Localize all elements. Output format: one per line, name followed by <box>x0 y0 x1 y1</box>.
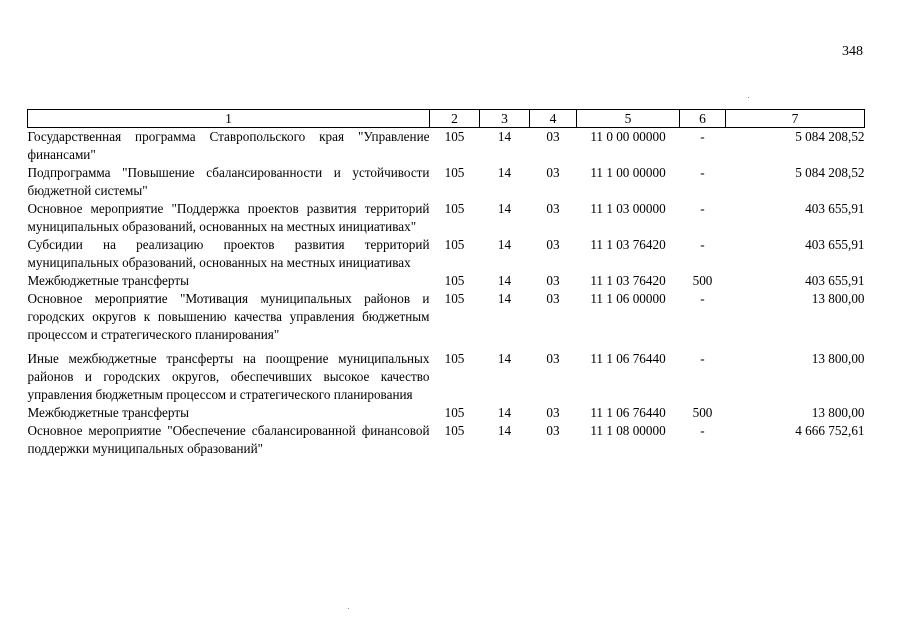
cell-target: 11 1 00 00000 <box>590 165 666 180</box>
column-header: 3 <box>480 110 530 128</box>
cell-target: 11 1 03 76420 <box>590 237 666 252</box>
row-name: Межбюджетные трансферты <box>27 273 189 288</box>
cell-code: 105 <box>444 423 465 438</box>
budget-table <box>27 109 865 458</box>
cell-target: 11 1 08 00000 <box>590 423 666 438</box>
page-number: 348 <box>842 44 863 59</box>
cell-amount: 5 084 208,52 <box>795 165 865 180</box>
table-row <box>28 236 865 272</box>
row-name: Подпрограмма "Повышение сбалансированности и устойчивости бюджетной системы" <box>27 165 430 198</box>
row-name: Иные межбюджетные трансферты на поощрение муниципальных районов и городских округов, обеспечивших высокое качество управления бюджетным процессом и стратегического планирования <box>27 351 430 402</box>
cell-amount: 403 655,91 <box>805 273 865 288</box>
cell-type: - <box>700 351 705 366</box>
cell-type: - <box>700 291 705 306</box>
cell-subsection: 03 <box>546 129 560 144</box>
cell-subsection: 03 <box>546 423 560 438</box>
cell-subsection: 03 <box>546 291 560 306</box>
cell-target: 11 1 06 76440 <box>590 405 666 420</box>
cell-code: 105 <box>444 291 465 306</box>
cell-code: 105 <box>444 405 465 420</box>
row-name: Основное мероприятие "Обеспечение сбалансированной финансовой поддержки муниципальных образований" <box>27 423 430 456</box>
cell-amount: 13 800,00 <box>811 291 865 306</box>
cell-type: 500 <box>692 273 713 288</box>
column-header: 4 <box>530 110 577 128</box>
table-row <box>28 164 865 200</box>
column-header: 7 <box>726 110 865 128</box>
cell-section: 14 <box>497 405 512 420</box>
cell-code: 105 <box>444 273 465 288</box>
cell-target: 11 1 03 76420 <box>590 273 666 288</box>
row-name: Основное мероприятие "Поддержка проектов развития территорий муниципальных образований, основанных на местных инициативах" <box>27 201 430 234</box>
scan-speck <box>748 97 749 98</box>
cell-section: 14 <box>497 129 512 144</box>
cell-section: 14 <box>497 351 512 366</box>
cell-amount: 5 084 208,52 <box>795 129 865 144</box>
column-header: 5 <box>577 110 680 128</box>
cell-code: 105 <box>444 201 465 216</box>
scan-speck <box>348 608 349 609</box>
cell-code: 105 <box>444 237 465 252</box>
cell-subsection: 03 <box>546 237 560 252</box>
cell-subsection: 03 <box>546 273 560 288</box>
cell-section: 14 <box>497 273 512 288</box>
cell-section: 14 <box>497 423 512 438</box>
cell-section: 14 <box>497 201 512 216</box>
column-header: 1 <box>28 110 430 128</box>
cell-target: 11 1 03 00000 <box>590 201 666 216</box>
cell-amount: 13 800,00 <box>811 351 865 366</box>
cell-type: - <box>700 165 705 180</box>
cell-section: 14 <box>497 165 512 180</box>
cell-code: 105 <box>444 129 465 144</box>
cell-amount: 403 655,91 <box>805 201 865 216</box>
cell-type: - <box>700 237 705 252</box>
cell-type: - <box>700 201 705 216</box>
cell-code: 105 <box>444 351 465 366</box>
column-header: 2 <box>430 110 480 128</box>
cell-type: - <box>700 423 705 438</box>
row-name: Государственная программа Ставропольского края "Управление финансами" <box>27 129 430 162</box>
table-row <box>28 290 865 344</box>
table-row <box>28 272 865 290</box>
cell-subsection: 03 <box>546 351 560 366</box>
cell-subsection: 03 <box>546 201 560 216</box>
cell-target: 11 0 00 00000 <box>590 129 666 144</box>
row-name: Основное мероприятие "Мотивация муниципальных районов и городских округов к повышению качества управления бюджетным процессом и стратегического планирования" <box>27 291 430 342</box>
table-header-row <box>28 110 865 128</box>
cell-amount: 4 666 752,61 <box>795 423 865 438</box>
cell-amount: 403 655,91 <box>805 237 865 252</box>
column-header: 6 <box>680 110 726 128</box>
cell-code: 105 <box>444 165 465 180</box>
table-row <box>28 200 865 236</box>
cell-section: 14 <box>497 291 512 306</box>
cell-target: 11 1 06 76440 <box>590 351 666 366</box>
cell-section: 14 <box>497 237 512 252</box>
cell-type: - <box>700 129 705 144</box>
cell-amount: 13 800,00 <box>811 405 865 420</box>
cell-type: 500 <box>692 405 713 420</box>
table-row <box>28 404 865 422</box>
cell-subsection: 03 <box>546 405 560 420</box>
cell-subsection: 03 <box>546 165 560 180</box>
row-name: Субсидии на реализацию проектов развития территорий муниципальных образований, основанных на местных инициативах <box>27 237 430 270</box>
row-name: Межбюджетные трансферты <box>27 405 189 420</box>
cell-target: 11 1 06 00000 <box>590 291 666 306</box>
table-row <box>28 422 865 458</box>
table-row <box>28 128 865 165</box>
table-row <box>28 344 865 404</box>
